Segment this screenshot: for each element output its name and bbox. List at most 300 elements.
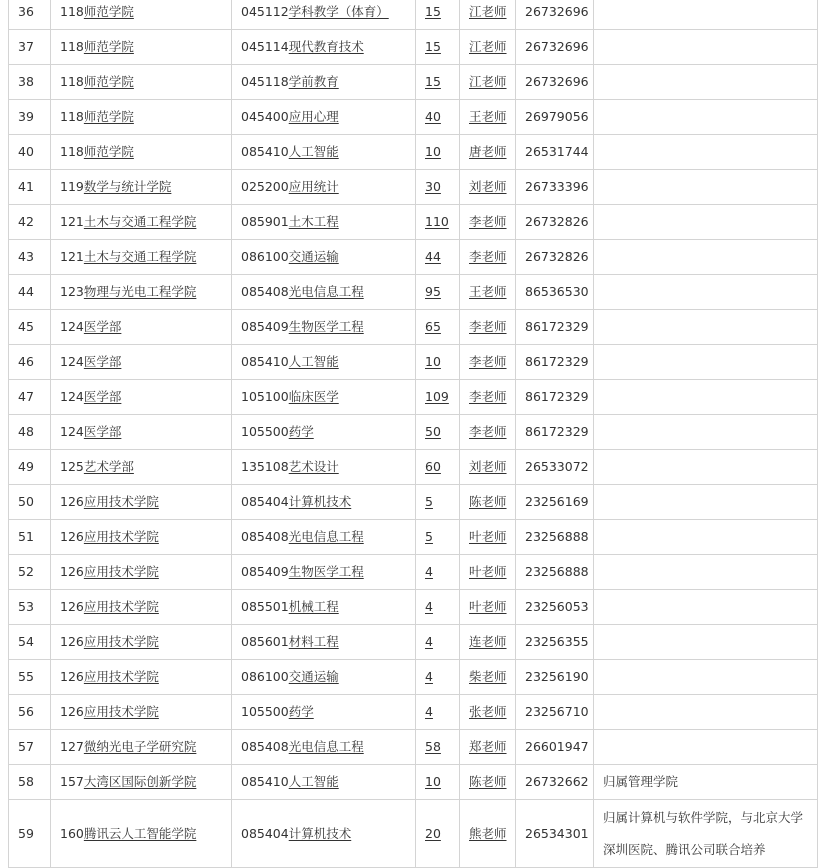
major-link[interactable]: 人工智能 [288,354,339,369]
phone-number: 23256888 [525,529,589,544]
college-cell [51,310,232,345]
college-cell [51,135,232,170]
major-link[interactable]: 生物医学工程 [288,564,364,579]
quota-link[interactable]: 4 [425,669,433,684]
contact-link[interactable]: 熊老师 [469,825,507,841]
major-link[interactable]: 光电信息工程 [288,739,364,754]
row-number: 52 [9,555,51,590]
note-cell [594,65,818,100]
college-cell [51,0,232,30]
college-code: 118 [60,74,84,89]
college-link[interactable]: 应用技术学院 [83,634,159,649]
college-cell [51,765,232,800]
college-cell [51,730,232,765]
major-cell [232,0,416,30]
college-code: 118 [60,39,84,54]
row-number: 41 [9,170,51,205]
note-cell [594,30,818,65]
row-number: 47 [9,380,51,415]
contact-cell [460,765,516,800]
quota-link[interactable]: 95 [425,284,441,299]
quota-link[interactable]: 10 [425,774,441,789]
major-link[interactable]: 药学 [288,424,314,439]
major-link[interactable]: 应用统计 [288,179,339,194]
college-code: 123 [60,284,84,299]
phone-number: 23256190 [525,669,589,684]
college-link[interactable]: 医学部 [83,389,122,404]
note-cell [594,485,818,520]
college-code: 160 [60,825,84,841]
major-code: 085408 [241,284,289,299]
table-row [9,240,818,275]
quota-cell [416,30,460,65]
phone-cell [516,100,594,135]
quota-cell [416,170,460,205]
phone-cell [516,0,594,30]
major-cell [232,135,416,170]
phone-cell [516,65,594,100]
phone-cell [516,310,594,345]
table-row [9,450,818,485]
phone-cell [516,275,594,310]
quota-cell [416,555,460,590]
college-cell [51,660,232,695]
quota-link[interactable]: 15 [425,74,441,89]
phone-cell [516,450,594,485]
college-link[interactable]: 腾讯云人工智能学院 [83,825,197,841]
table-row [9,485,818,520]
major-link[interactable]: 艺术设计 [288,459,339,474]
major-cell [232,800,416,868]
college-link[interactable]: 应用技术学院 [83,494,159,509]
quota-link[interactable]: 50 [425,424,441,439]
contact-link[interactable]: 江老师 [469,39,507,54]
major-cell [232,240,416,275]
major-code: 085410 [241,144,289,159]
major-cell [232,65,416,100]
table-row [9,625,818,660]
college-code: 126 [60,564,84,579]
phone-number: 26733396 [525,179,589,194]
college-link[interactable]: 应用技术学院 [83,669,159,684]
contact-link[interactable]: 叶老师 [469,529,507,544]
college-link[interactable]: 师范学院 [83,4,134,19]
contact-link[interactable]: 陈老师 [469,774,507,789]
major-code: 085404 [241,825,289,841]
row-number: 46 [9,345,51,380]
note-cell [594,275,818,310]
contact-link[interactable]: 连老师 [469,634,507,649]
major-code: 085901 [241,214,289,229]
college-link[interactable]: 师范学院 [83,109,134,124]
major-code: 086100 [241,249,289,264]
row-number: 53 [9,590,51,625]
major-cell [232,485,416,520]
contact-link[interactable]: 李老师 [469,389,507,404]
college-link[interactable]: 师范学院 [83,39,134,54]
college-cell [51,555,232,590]
college-cell [51,205,232,240]
phone-number: 26732696 [525,74,589,89]
contact-link[interactable]: 陈老师 [469,494,507,509]
major-link[interactable]: 人工智能 [288,144,339,159]
quota-link[interactable]: 65 [425,319,441,334]
college-cell [51,415,232,450]
college-code: 125 [60,459,84,474]
quota-cell [416,765,460,800]
contact-link[interactable]: 李老师 [469,424,507,439]
phone-number: 86172329 [525,354,589,369]
contact-link[interactable]: 李老师 [469,214,507,229]
table-row [9,800,818,868]
major-cell [232,555,416,590]
phone-cell [516,730,594,765]
college-cell [51,800,232,868]
row-number: 51 [9,520,51,555]
note-cell [594,660,818,695]
row-number: 36 [9,0,51,30]
phone-number: 23256888 [525,564,589,579]
college-link[interactable]: 土木与交通工程学院 [83,249,197,264]
note-text: 归属计算机与软件学院，与北京大学深圳医院、腾讯公司联合培养 [603,809,804,857]
quota-cell [416,590,460,625]
major-link[interactable]: 光电信息工程 [288,284,364,299]
table-body [9,0,818,868]
row-number: 59 [9,800,51,868]
quota-link[interactable]: 110 [425,214,449,229]
quota-cell [416,520,460,555]
quota-cell [416,135,460,170]
college-cell [51,695,232,730]
major-cell [232,695,416,730]
row-number: 37 [9,30,51,65]
note-cell [594,135,818,170]
note-cell [594,625,818,660]
college-code: 121 [60,249,84,264]
college-link[interactable]: 医学部 [83,354,122,369]
quota-cell [416,240,460,275]
major-cell [232,100,416,135]
major-cell [232,590,416,625]
quota-link[interactable]: 15 [425,4,441,19]
major-link[interactable]: 临床医学 [288,389,339,404]
contact-link[interactable]: 江老师 [469,74,507,89]
major-link[interactable]: 人工智能 [288,774,339,789]
quota-cell [416,205,460,240]
college-cell [51,100,232,135]
major-code: 085601 [241,634,289,649]
contact-link[interactable]: 刘老师 [469,459,507,474]
row-number: 57 [9,730,51,765]
phone-number: 23256169 [525,494,589,509]
quota-link[interactable]: 44 [425,249,441,264]
row-number: 49 [9,450,51,485]
major-code: 045112 [241,4,289,19]
major-link[interactable]: 机械工程 [288,599,339,614]
note-cell [594,345,818,380]
quota-cell [416,310,460,345]
major-link[interactable]: 计算机技术 [288,825,352,841]
contact-link[interactable]: 唐老师 [469,144,507,159]
note-cell [594,695,818,730]
college-link[interactable]: 数学与统计学院 [83,179,172,194]
college-cell [51,170,232,205]
note-cell [594,590,818,625]
college-code: 126 [60,599,84,614]
quota-link[interactable]: 4 [425,599,433,614]
major-cell [232,765,416,800]
contact-link[interactable]: 叶老师 [469,564,507,579]
college-link[interactable]: 物理与光电工程学院 [83,284,197,299]
quota-cell [416,450,460,485]
quota-link[interactable]: 30 [425,179,441,194]
contact-link[interactable]: 叶老师 [469,599,507,614]
college-code: 127 [60,739,84,754]
table-row [9,205,818,240]
quota-cell [416,660,460,695]
major-code: 085404 [241,494,289,509]
major-code: 085501 [241,599,289,614]
table-row [9,170,818,205]
college-code: 126 [60,529,84,544]
major-link[interactable]: 材料工程 [288,634,339,649]
college-code: 124 [60,319,84,334]
contact-link[interactable]: 郑老师 [469,739,507,754]
quota-cell [416,345,460,380]
college-code: 126 [60,634,84,649]
note-cell [594,240,818,275]
contact-link[interactable]: 王老师 [469,109,507,124]
phone-cell [516,485,594,520]
contact-link[interactable]: 李老师 [469,319,507,334]
college-cell [51,275,232,310]
contact-cell [460,450,516,485]
phone-number: 23256710 [525,704,589,719]
quota-link[interactable]: 58 [425,739,441,754]
major-code: 086100 [241,669,289,684]
quota-link[interactable]: 60 [425,459,441,474]
major-code: 045118 [241,74,289,89]
quota-cell [416,65,460,100]
college-link[interactable]: 应用技术学院 [83,704,159,719]
major-link[interactable]: 生物医学工程 [288,319,364,334]
major-cell [232,520,416,555]
phone-number: 23256355 [525,634,589,649]
major-cell [232,30,416,65]
college-link[interactable]: 微纳光电子学研究院 [83,739,197,754]
college-link[interactable]: 应用技术学院 [83,529,159,544]
table-row [9,380,818,415]
table-row [9,590,818,625]
phone-cell [516,30,594,65]
contact-cell [460,310,516,345]
quota-link[interactable]: 15 [425,39,441,54]
college-link[interactable]: 艺术学部 [83,459,134,474]
major-cell [232,660,416,695]
note-cell [594,765,818,800]
quota-link[interactable]: 109 [425,389,449,404]
quota-link[interactable]: 10 [425,354,441,369]
table-row [9,310,818,345]
row-number: 48 [9,415,51,450]
college-link[interactable]: 医学部 [83,319,122,334]
quota-link[interactable]: 4 [425,704,433,719]
quota-cell [416,625,460,660]
quota-cell [416,415,460,450]
major-cell [232,625,416,660]
contact-link[interactable]: 李老师 [469,249,507,264]
major-link[interactable]: 学科教学（体育） [288,4,389,19]
major-code: 025200 [241,179,289,194]
major-code: 045114 [241,39,289,54]
college-link[interactable]: 大湾区国际创新学院 [83,774,197,789]
college-cell [51,380,232,415]
contact-cell [460,205,516,240]
quota-link[interactable]: 4 [425,634,433,649]
row-number: 42 [9,205,51,240]
table-row [9,520,818,555]
college-cell [51,240,232,275]
phone-cell [516,800,594,868]
college-code: 118 [60,144,84,159]
quota-link[interactable]: 40 [425,109,441,124]
major-code: 085409 [241,564,289,579]
major-link[interactable]: 药学 [288,704,314,719]
contact-link[interactable]: 刘老师 [469,179,507,194]
phone-number: 26732696 [525,4,589,19]
quota-link[interactable]: 10 [425,144,441,159]
major-code: 135108 [241,459,289,474]
contact-cell [460,415,516,450]
quota-link[interactable]: 20 [425,825,441,841]
table-row [9,135,818,170]
major-link[interactable]: 交通运输 [288,249,339,264]
contact-cell [460,345,516,380]
contact-cell [460,660,516,695]
contact-cell [460,520,516,555]
table-row [9,100,818,135]
major-link[interactable]: 学前教育 [288,74,339,89]
major-link[interactable]: 光电信息工程 [288,529,364,544]
table-row [9,415,818,450]
contact-link[interactable]: 柴老师 [469,669,507,684]
table-row [9,765,818,800]
phone-number: 26732826 [525,214,589,229]
college-code: 118 [60,109,84,124]
college-link[interactable]: 师范学院 [83,74,134,89]
table-row [9,275,818,310]
college-link[interactable]: 应用技术学院 [83,599,159,614]
quota-cell [416,380,460,415]
note-cell [594,0,818,30]
college-code: 119 [60,179,84,194]
quota-cell [416,695,460,730]
major-cell [232,450,416,485]
major-cell [232,275,416,310]
phone-cell [516,590,594,625]
row-number: 54 [9,625,51,660]
college-code: 121 [60,214,84,229]
contact-cell [460,485,516,520]
row-number: 58 [9,765,51,800]
contact-cell [460,695,516,730]
major-cell [232,415,416,450]
college-link[interactable]: 应用技术学院 [83,564,159,579]
phone-number: 26732826 [525,249,589,264]
college-code: 124 [60,424,84,439]
college-code: 126 [60,669,84,684]
contact-link[interactable]: 江老师 [469,4,507,19]
quota-link[interactable]: 5 [425,529,433,544]
table-row [9,345,818,380]
quota-link[interactable]: 5 [425,494,433,509]
major-link[interactable]: 交通运输 [288,669,339,684]
row-number: 45 [9,310,51,345]
phone-cell [516,345,594,380]
enrollment-table [8,0,818,868]
phone-number: 26979056 [525,109,589,124]
major-code: 085410 [241,354,289,369]
college-code: 118 [60,4,84,19]
contact-link[interactable]: 王老师 [469,284,507,299]
phone-cell [516,660,594,695]
college-code: 126 [60,494,84,509]
major-cell [232,205,416,240]
college-code: 157 [60,774,84,789]
contact-link[interactable]: 李老师 [469,354,507,369]
phone-cell [516,240,594,275]
note-cell [594,415,818,450]
note-cell [594,170,818,205]
college-cell [51,485,232,520]
college-cell [51,345,232,380]
contact-cell [460,170,516,205]
major-cell [232,730,416,765]
quota-link[interactable]: 4 [425,564,433,579]
major-code: 105100 [241,389,289,404]
phone-cell [516,170,594,205]
note-cell [594,450,818,485]
phone-cell [516,625,594,660]
major-link[interactable]: 现代教育技术 [288,39,364,54]
major-code: 045400 [241,109,289,124]
contact-cell [460,555,516,590]
contact-cell [460,65,516,100]
major-code: 085410 [241,774,289,789]
row-number: 38 [9,65,51,100]
row-number: 40 [9,135,51,170]
major-link[interactable]: 计算机技术 [288,494,352,509]
quota-cell [416,275,460,310]
contact-cell [460,135,516,170]
college-cell [51,30,232,65]
major-link[interactable]: 土木工程 [288,214,339,229]
phone-number: 86172329 [525,319,589,334]
college-link[interactable]: 师范学院 [83,144,134,159]
note-cell [594,520,818,555]
major-link[interactable]: 应用心理 [288,109,339,124]
college-link[interactable]: 医学部 [83,424,122,439]
phone-cell [516,765,594,800]
college-link[interactable]: 土木与交通工程学院 [83,214,197,229]
contact-cell [460,240,516,275]
phone-number: 86172329 [525,424,589,439]
contact-link[interactable]: 张老师 [469,704,507,719]
note-cell [594,555,818,590]
row-number: 56 [9,695,51,730]
college-code: 124 [60,389,84,404]
phone-cell [516,555,594,590]
